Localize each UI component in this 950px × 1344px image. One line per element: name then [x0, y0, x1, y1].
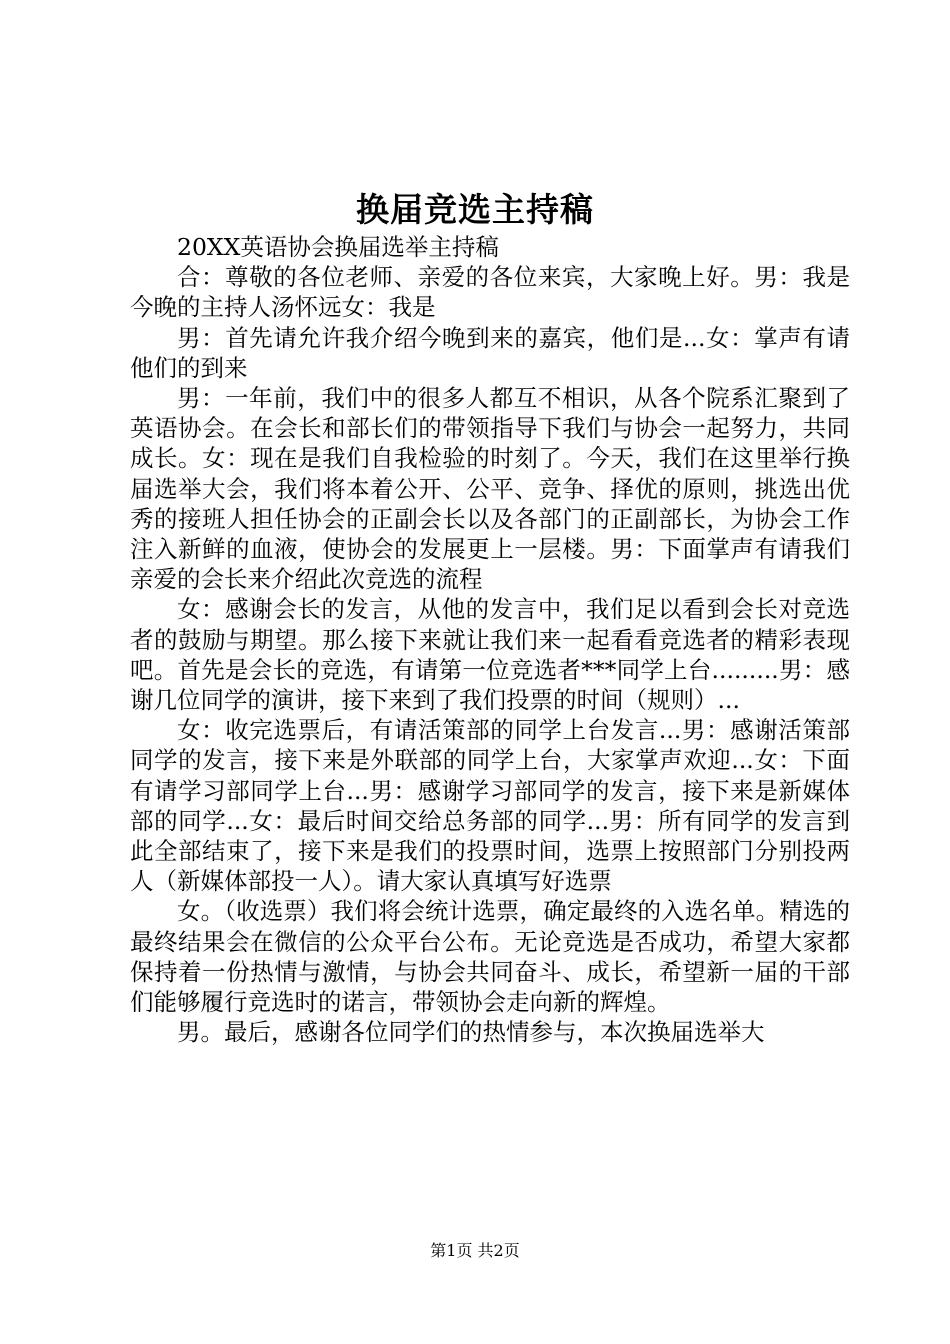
- paragraph: 男：首先请允许我介绍今晚到来的嘉宾，他们是...女：掌声有请他们的到来: [130, 323, 850, 382]
- paragraph: 合：尊敬的各位老师、亲爱的各位来宾，大家晚上好。男：我是今晚的主持人汤怀远女：我是: [130, 263, 850, 322]
- paragraph: 女。（收选票）我们将会统计选票，确定最终的入选名单。精选的最终结果会在微信的公众平台公布。无论竞选是否成功，希望大家都保持着一份热情与激情，与协会共同奋斗、成长，希望新一届的干部们能够履行竞选时的诺言，带领协会走向新的辉煌。: [130, 897, 850, 1017]
- paragraph: 女：感谢会长的发言，从他的发言中，我们足以看到会长对竞选者的鼓励与期望。那么接下来就让我们来一起看看竞选者的精彩表现吧。首先是会长的竞选，有请第一位竞选者***同学上台.........男：感谢几位同学的演讲，接下来到了我们投票的时间（规则）...: [130, 595, 850, 715]
- paragraph: 男。最后，感谢各位同学们的热情参与，本次换届选举大: [177, 1018, 765, 1047]
- page-number-footer: 第1页 共2页: [430, 1241, 520, 1260]
- page-title: 换届竞选主持稿: [356, 190, 594, 229]
- paragraph: 女：收完选票后，有请活策部的同学上台发言...男：感谢活策部同学的发言，接下来是外联部的同学上台，大家掌声欢迎...女：下面有请学习部同学上台...男：感谢学习部同学的发言，接下来是新媒体部的同学...女：最后时间交给总务部的同学...男：所有同学的发言到此全部结束了，接下来是我们的投票时间，选票上按照部门分别投两人（新媒体部投一人）。请大家认真填写好选票: [130, 716, 850, 896]
- document-body: [130, 232, 850, 1047]
- paragraph: 男：一年前，我们中的很多人都互不相识，从各个院系汇聚到了英语协会。在会长和部长们的带领指导下我们与协会一起努力，共同成长。女：现在是我们自我检验的时刻了。今天，我们在这里举行换届选举大会，我们将本着公开、公平、竞争、择优的原则，挑选出优秀的接班人担任协会的正副会长以及各部门的正副部长，为协会工作注入新鲜的血液，使协会的发展更上一层楼。男：下面掌声有请我们亲爱的会长来介绍此次竞选的流程: [130, 384, 850, 594]
- paragraph: 20XX英语协会换届选举主持稿: [177, 233, 499, 261]
